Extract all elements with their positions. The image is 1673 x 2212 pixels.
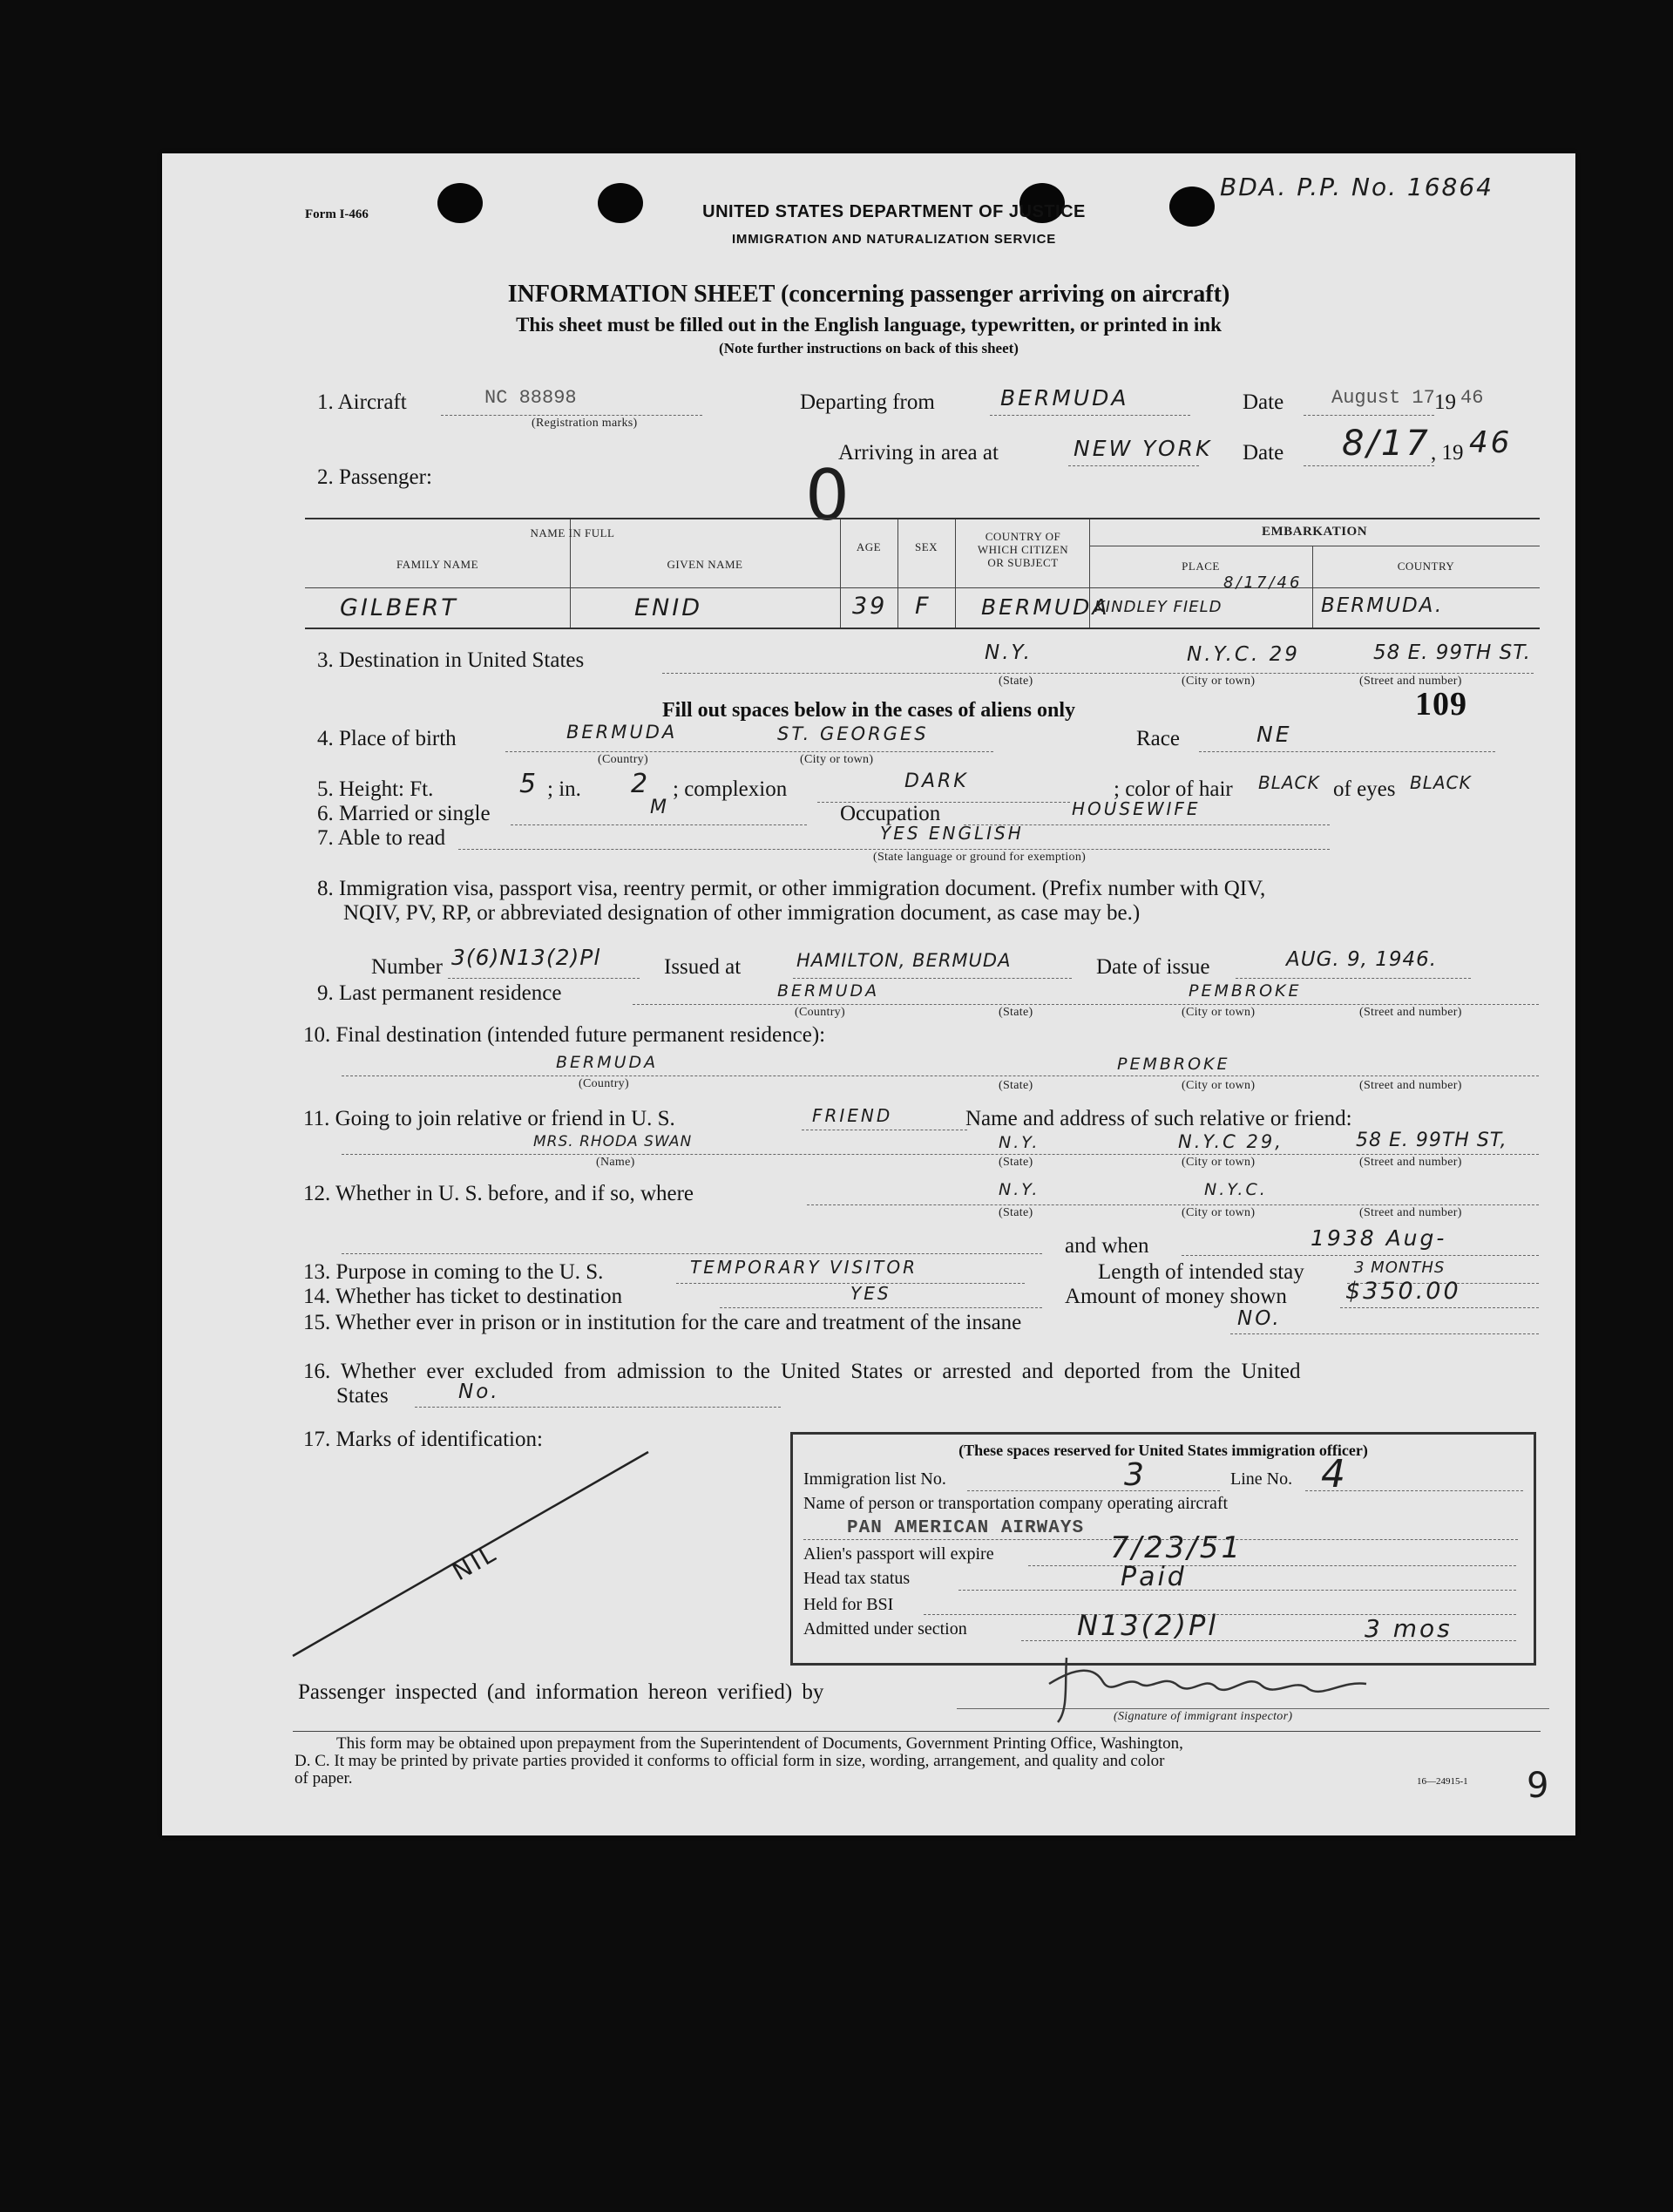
punch-hole [1169,187,1215,227]
immigration-officer-box [790,1432,1536,1666]
arrival-year-value[interactable]: 46 [1469,425,1513,460]
footer-line1: This form may be obtained upon prepayment from the Superintendent of Documents, Government Printing Office, Washington, [336,1734,1183,1753]
race-label: Race [1136,727,1180,750]
money-label: Amount of money shown [1065,1285,1287,1308]
previous-visit-label: 12. Whether in U. S. before, and if so, where [303,1182,694,1205]
when-label: and when [1065,1234,1149,1258]
caption-country: (Country) [579,1077,629,1090]
caption-city: (City or town) [1182,1206,1256,1219]
age-header: AGE [856,540,882,553]
read-label: 7. Able to read [317,826,446,850]
department-name: UNITED STATES DEPARTMENT OF JUSTICE [702,202,1086,221]
inches-label: ; in. [547,777,581,801]
embarkation-header: EMBARKATION [1261,525,1368,539]
service-name: IMMIGRATION AND NATURALIZATION SERVICE [731,232,1057,247]
caption-street: (Street and number) [1359,1206,1462,1219]
aircraft-registration[interactable]: NC 88898 [484,387,577,409]
eyes-label: of eyes [1333,777,1396,801]
identification-label: 17. Marks of identification: [303,1428,543,1451]
arrival-date-value[interactable]: 8/17 [1342,424,1431,464]
file-reference: BDA. P.P. No. 16864 [1220,173,1494,201]
sheet-instruction: This sheet must be filled out in the English language, typewritten, or printed in ink [516,314,1222,336]
departure-date-value[interactable]: August 17 [1331,387,1435,409]
departing-label: Departing from [800,390,935,414]
occupation-label: Occupation [840,802,941,825]
caption-city: (City or town) [1182,1079,1256,1092]
document-number-value[interactable]: 3(6)N13(2)Pl [451,945,601,970]
ticket-label: 14. Whether has ticket to destination [303,1285,623,1308]
issue-date-value[interactable]: AUG. 9, 1946. [1286,948,1438,971]
stay-label: Length of intended stay [1098,1260,1304,1284]
head-tax-value[interactable]: Paid [1121,1562,1187,1592]
citizen-header: COUNTRY OF WHICH CITIZEN OR SUBJECT [977,530,1069,569]
name-in-full-header: NAME IN FULL [530,526,615,539]
officer-box-heading: (These spaces reserved for United States immigration officer) [958,1442,1368,1459]
height-feet-value[interactable]: 5 [519,769,539,799]
list-no-label: Immigration list No. [803,1469,946,1489]
birth-city-value[interactable]: ST. GEORGES [777,723,929,744]
sheet-note: (Note further instructions on back of this sheet) [719,340,1019,356]
destination-label: 3. Destination in United States [317,648,585,672]
occupation-value[interactable]: HOUSEWIFE [1072,798,1201,819]
signature-caption: (Signature of immigrant inspector) [1114,1710,1293,1723]
given-name-header: GIVEN NAME [667,558,743,571]
relation-value[interactable]: FRIEND [812,1105,893,1126]
arrival-year-prefix: , 19 [1431,441,1464,465]
issued-at-label: Issued at [664,955,742,979]
previous-when-value[interactable]: 1938 Aug- [1311,1225,1447,1251]
height-label: 5. Height: Ft. [317,777,434,801]
eyes-value[interactable]: BLACK [1410,772,1472,793]
form-sheet [162,153,1575,1835]
height-inches-value[interactable]: 2 [631,769,651,799]
married-label: 6. Married or single [317,802,491,825]
caption-state: (State) [999,1079,1033,1092]
passport-expiry-value[interactable]: 7/23/51 [1110,1530,1243,1565]
list-no-value[interactable]: 3 [1124,1457,1147,1493]
circled-mark: 0 [805,455,850,536]
admitted-period-value[interactable]: 3 mos [1365,1614,1453,1643]
line-no-value[interactable]: 4 [1321,1452,1348,1496]
company-value[interactable]: PAN AMERICAN AIRWAYS [847,1518,1085,1538]
admitted-label: Admitted under section [803,1619,967,1639]
friend-street-value[interactable]: 58 E. 99TH ST, [1356,1130,1507,1151]
sex-header: SEX [914,540,938,553]
document-label-line2: NQIV, PV, RP, or abbreviated designation of other immigration document, as case may be.) [343,901,1141,925]
complexion-label: ; complexion [673,777,788,801]
arriving-label: Arriving in area at [838,441,999,465]
stamped-number: 109 [1415,686,1467,723]
excluded-label-line1: 16. Whether ever excluded from admission to the United States or arrested and deported from the United [303,1360,1301,1383]
embark-country-value[interactable]: BERMUDA. [1321,594,1444,617]
last-residence-label: 9. Last permanent residence [317,981,562,1005]
caption-street: (Street and number) [1359,1156,1462,1169]
bsi-label: Held for BSI [803,1595,894,1614]
last-residence-country-value[interactable]: BERMUDA [777,981,880,1001]
age-value[interactable]: 39 [852,593,888,620]
hair-value[interactable]: BLACK [1258,772,1320,793]
sheet-title: INFORMATION SHEET (concerning passenger arriving on aircraft) [507,281,1230,308]
friend-name-value[interactable]: MRS. RHODA SWAN [533,1133,693,1150]
destination-state-value[interactable]: N.Y. [985,641,1033,664]
birth-country-value[interactable]: BERMUDA [566,722,678,743]
caption-city: (City or town) [1182,1006,1256,1019]
complexion-value[interactable]: DARK [904,770,969,792]
excluded-label-line2: States [336,1384,389,1408]
caption-name: (Name) [596,1156,635,1169]
caption-state: (State) [999,675,1033,688]
caption-state: (State) [999,1006,1033,1019]
departure-date-label: Date [1243,390,1284,414]
inspection-label: Passenger inspected (and information hereon verified) by [298,1680,824,1704]
form-number: Form I-466 [305,207,369,221]
prison-value[interactable]: NO. [1237,1307,1282,1330]
last-residence-city-value[interactable]: PEMBROKE [1189,981,1302,1001]
embark-date-value: 8/17/46 [1223,573,1303,592]
caption-state: (State) [999,1206,1033,1219]
caption-city: (City or town) [1182,675,1256,688]
footer-line3: of paper. [295,1769,353,1788]
caption-state: (State) [999,1156,1033,1169]
race-value[interactable]: NE [1256,722,1292,747]
citizen-value[interactable]: BERMUDA [981,594,1110,620]
sex-value[interactable]: F [915,593,931,620]
arrival-date-label: Date [1243,441,1284,465]
family-name-value[interactable]: GILBERT [340,594,458,621]
departure-year-value[interactable]: 46 [1460,387,1484,409]
friend-state-value[interactable]: N.Y. [999,1133,1040,1152]
excluded-value[interactable]: No. [458,1381,500,1403]
caption-city: (City or town) [1182,1156,1256,1169]
company-label: Name of person or transportation company operating aircraft [803,1494,1229,1513]
admitted-value[interactable]: N13(2)Pl [1077,1609,1219,1642]
caption-country: (Country) [795,1006,845,1019]
identification-stroke [275,1440,798,1666]
destination-street-value[interactable]: 58 E. 99TH ST. [1373,641,1531,664]
arriving-at-value[interactable]: NEW YORK [1074,436,1213,461]
passenger-label: 2. Passenger: [317,465,432,489]
birthplace-label: 4. Place of birth [317,727,457,750]
footer-line2: D. C. It may be printed by private parties provided it conforms to official form in size, wording, arrangement, and quality and color [295,1752,1165,1770]
final-destination-city-value[interactable]: PEMBROKE [1117,1055,1230,1074]
family-name-header: FAMILY NAME [396,558,479,571]
final-destination-country-value[interactable]: BERMUDA [556,1053,659,1072]
given-name-value[interactable]: ENID [634,594,703,621]
final-destination-label: 10. Final destination (intended future permanent residence): [303,1023,826,1047]
caption-country: (Country) [598,753,648,766]
purpose-value[interactable]: TEMPORARY VISITOR [690,1257,918,1278]
destination-city-value[interactable]: N.Y.C. 29 [1187,643,1300,666]
departing-from-value[interactable]: BERMUDA [1000,385,1129,411]
stay-value[interactable]: 3 MONTHS [1354,1259,1446,1277]
friend-city-value[interactable]: N.Y.C 29, [1178,1131,1284,1152]
form-code: 16—24915-1 [1417,1776,1468,1787]
read-caption: (State language or ground for exemption) [873,851,1087,864]
punch-hole [437,183,483,223]
read-value[interactable]: YES ENGLISH [880,823,1024,844]
document-label-line1: 8. Immigration visa, passport visa, reentry permit, or other immigration document. (Prefix number with QIV, [317,877,1266,900]
purpose-label: 13. Purpose in coming to the U. S. [303,1260,604,1284]
marital-status-value[interactable]: M [650,797,669,818]
previous-city-value[interactable]: N.Y.C. [1204,1180,1268,1199]
head-tax-label: Head tax status [803,1569,911,1588]
passport-expiry-label: Alien's passport will expire [803,1544,994,1564]
page-mark: 9 [1527,1766,1552,1806]
money-value[interactable]: $350.00 [1345,1278,1461,1305]
aliens-heading: Fill out spaces below in the cases of aliens only [661,699,1075,722]
ticket-value[interactable]: YES [850,1283,891,1304]
passenger-table [305,518,1540,629]
previous-state-value[interactable]: N.Y. [999,1180,1040,1199]
registration-caption: (Registration marks) [532,417,638,430]
country-header: COUNTRY [1397,560,1455,573]
place-header: PLACE [1182,560,1220,573]
issued-at-value[interactable]: HAMILTON, BERMUDA [796,950,1012,971]
embark-place-value[interactable]: KINDLEY FIELD [1094,598,1223,616]
join-friend-label: 11. Going to join relative or friend in U. S. [303,1107,675,1130]
punch-hole [598,183,643,223]
departure-year-prefix: 19 [1434,390,1456,414]
issue-date-label: Date of issue [1096,955,1210,979]
number-label: Number [371,955,443,979]
caption-street: (Street and number) [1359,1079,1462,1092]
caption-street: (Street and number) [1359,1006,1462,1019]
aircraft-label: 1. Aircraft [317,390,407,414]
name-address-label: Name and address of such relative or friend: [965,1107,1352,1130]
caption-city: (City or town) [800,753,874,766]
prison-label: 15. Whether ever in prison or in institution for the care and treatment of the insane [303,1311,1022,1334]
identification-value[interactable]: NIL [447,1537,503,1587]
caption-street: (Street and number) [1359,675,1462,688]
hair-label: ; color of hair [1114,777,1233,801]
line-no-label: Line No. [1230,1469,1293,1489]
